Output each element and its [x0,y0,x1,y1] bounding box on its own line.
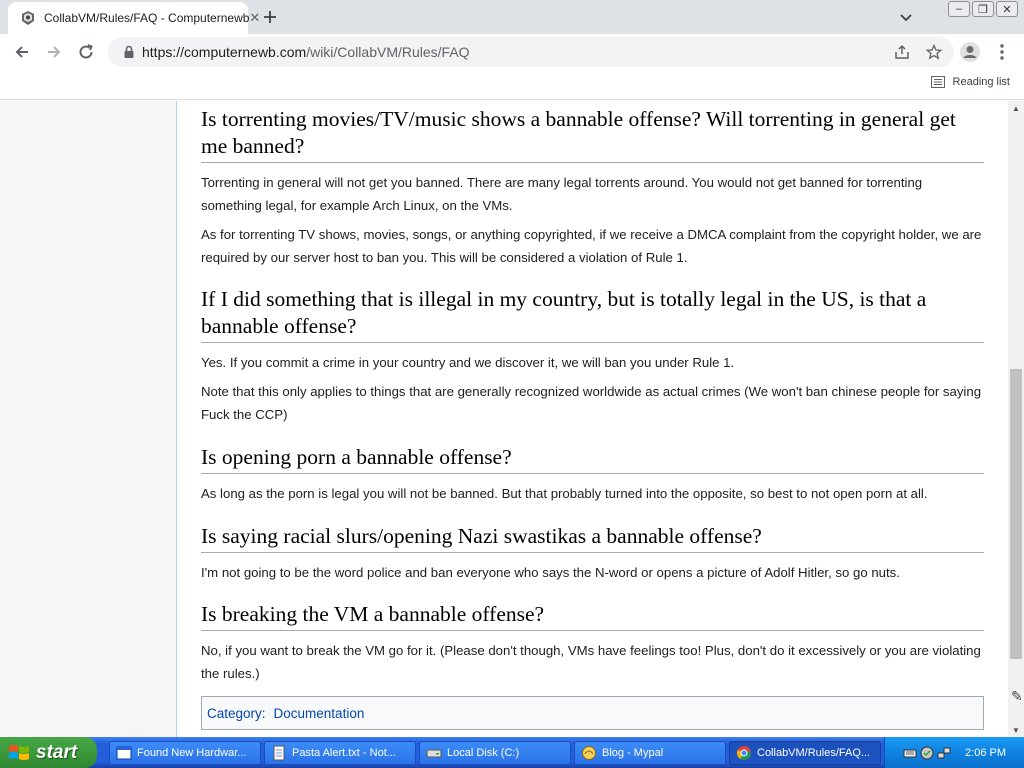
windows-flag-icon [8,743,30,763]
tab-title: CollabVM/Rules/FAQ - Computernewb [44,11,250,25]
lock-icon [122,45,136,59]
category-documentation-link[interactable]: Documentation [273,705,365,721]
taskbar-item-active[interactable] [729,741,881,765]
mypal-browser-icon [581,745,597,761]
tab-close-icon[interactable]: ✕ [249,10,261,25]
reload-button[interactable] [74,40,98,64]
taskbar-item-label: CollabVM/Rules/FAQ... [757,746,871,759]
close-window-button[interactable]: ✕ [996,1,1018,17]
plus-icon [263,10,277,24]
faq-question: Is saying racial slurs/opening Nazi swastikas a bannable offense? [201,523,984,553]
system-tray [884,737,1024,768]
forward-arrow-icon [45,43,63,61]
taskbar-item[interactable] [419,741,571,765]
taskbar-item-label: Local Disk (C:) [447,746,520,759]
browser-toolbar [0,34,1024,70]
share-button[interactable] [890,40,914,64]
scroll-down-arrow-icon[interactable]: ▼ [1012,725,1020,735]
clock[interactable]: 2:06 PM [965,746,1006,759]
faq-answer: I'm not going to be the word police and ban everyone who says the N-word or opens a picture of Adolf Hitler, so go nuts. [201,565,900,580]
faq-section [201,601,984,691]
share-icon [894,44,910,60]
faq-question: Is opening porn a bannable offense? [201,444,984,474]
taskbar-item-label: Found New Hardwar... [137,746,247,759]
url-host: https://computernewb.com [142,44,307,60]
menu-button[interactable] [990,40,1014,64]
back-button[interactable] [10,40,34,64]
tray-icons [903,746,951,760]
faq-question: Is torrenting movies/TV/music shows a bannable offense? Will torrenting in general get me banned? [201,106,984,163]
address-bar[interactable] [108,37,954,67]
faq-question: Is breaking the VM a bannable offense? [201,601,984,631]
scroll-thumb[interactable] [1010,369,1022,659]
faq-answer: As long as the porn is legal you will not be banned. But that probably turned into the opposite, so best to not open porn at all. [201,486,928,501]
start-button[interactable] [0,737,97,768]
hardware-wizard-icon [116,745,132,761]
keyboard-tray-icon[interactable] [903,746,917,760]
reload-icon [77,43,95,61]
page-scrollbar[interactable] [1008,101,1024,737]
chevron-down-icon [896,7,916,27]
faq-answer: Note that this only applies to things that are generally recognized worldwide as actual crimes (We won't ban chinese people for saying Fuck the CCP) [201,384,982,422]
tab-search-button[interactable] [896,7,916,27]
browser-tab[interactable] [8,2,261,34]
article-content [176,101,1008,737]
back-arrow-icon [13,43,31,61]
reading-list-button[interactable] [931,76,1010,88]
taskbar [0,737,1024,768]
taskbar-item-label: Pasta Alert.txt - Not... [292,746,396,759]
taskbar-items [109,741,881,765]
faq-section [201,286,984,432]
tab-bar [0,0,1024,34]
taskbar-item[interactable] [264,741,416,765]
faq-answer: As for torrenting TV shows, movies, songs, or anything copyrighted, if we receive a DMCA complaint from the copyright holder, we are required by our server host to ban you. This will be considered a violation of Rule 1. [201,227,982,265]
restore-button[interactable]: ❐ [972,1,994,17]
notepad-icon [271,745,287,761]
minimize-button[interactable]: ‒ [948,1,970,17]
reading-list-icon [931,76,945,88]
network-tray-icon[interactable] [937,746,951,760]
url-text[interactable] [142,44,890,60]
faq-answer: Torrenting in general will not get you banned. There are many legal torrents around. You would not get banned for torrenting something legal, for example Arch Linux, on the VMs. [201,175,923,213]
star-icon [926,44,942,60]
reading-list-label: Reading list [952,76,1010,88]
url-path: /wiki/CollabVM/Rules/FAQ [306,44,470,60]
window-controls [948,1,1018,17]
faq-section [201,523,984,590]
category-label-link[interactable]: Category: [207,705,266,721]
pencil-cursor-icon: ✎ [1011,688,1023,704]
profile-button[interactable] [958,40,982,64]
faq-answer: No, if you want to break the VM go for it. (Please don't though, VMs have feelings too! Plus, don't do it excessively or you are violating the rules.) [201,643,981,681]
faq-section [201,444,984,511]
chrome-browser-icon [736,745,752,761]
taskbar-item-label: Blog - Mypal [602,746,664,759]
taskbar-item[interactable] [109,741,261,765]
taskbar-item[interactable] [574,741,726,765]
disk-drive-icon [426,745,442,761]
faq-question: If I did something that is illegal in my country, but is totally legal in the US, is that a bannable offense? [201,286,984,343]
category-box [201,696,984,730]
security-tray-icon[interactable] [920,746,934,760]
new-tab-button[interactable] [258,5,282,29]
scroll-up-arrow-icon[interactable]: ▲ [1012,103,1020,113]
profile-avatar-icon [959,41,981,63]
bookmark-star-button[interactable] [922,40,946,64]
page-viewport [0,101,1008,737]
faq-answer: Yes. If you commit a crime in your country and we discover it, we will ban you under Rule 1. [201,355,735,370]
faq-section [201,106,984,275]
more-vertical-icon [999,43,1005,61]
bookmark-bar [0,70,1024,100]
forward-button[interactable] [42,40,66,64]
start-label: start [36,741,78,763]
site-favicon-icon [20,10,36,26]
